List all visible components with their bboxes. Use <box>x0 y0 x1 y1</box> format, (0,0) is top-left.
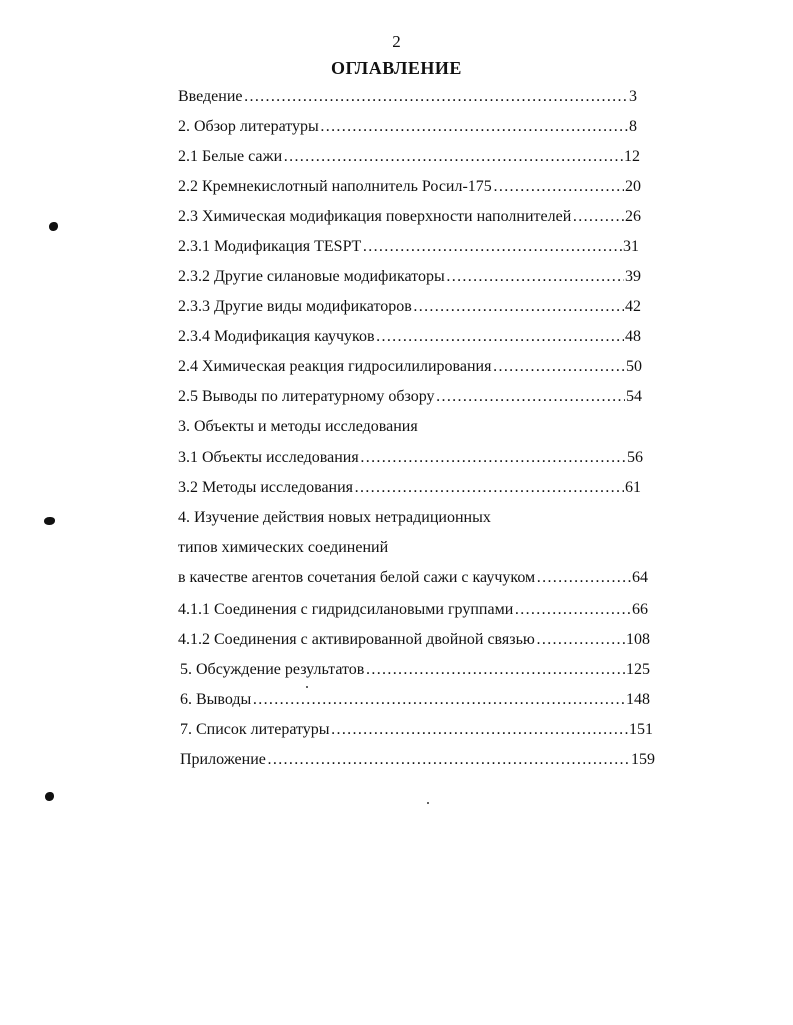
scan-artifact-dot <box>427 802 429 804</box>
toc-entry-leader <box>436 387 625 407</box>
toc-entry-title: 2.4 Химическая реакция гидросилилирования <box>178 358 492 375</box>
toc-entry-leader <box>267 750 630 770</box>
toc-entry-page: 42 <box>625 298 641 315</box>
toc-entry <box>178 478 641 498</box>
toc-entry-page: 54 <box>626 388 642 405</box>
toc-entry <box>178 600 648 620</box>
toc-entry-page: 148 <box>626 691 650 708</box>
page-number: 2 <box>392 32 401 51</box>
toc-entry-title: 4.1.1 Соединения с гидридсилановыми группами <box>178 601 514 618</box>
toc-entry-title: Приложение <box>180 751 266 768</box>
toc-entry-page: 31 <box>623 238 639 255</box>
toc-entry-leader <box>320 117 628 137</box>
toc-entry-title: 2.2 Кремнекислотный наполнитель Росил-175 <box>178 178 492 195</box>
toc-entry-title: 3.2 Методы исследования <box>178 479 354 496</box>
toc-entry-title: 2.3 Химическая модификация поверхности наполнителей <box>178 208 572 225</box>
toc-entry-title: 3. Объекты и методы исследования <box>178 418 418 435</box>
toc-entry-title: 7. Список литературы <box>180 721 330 738</box>
toc-entry-page: 125 <box>626 661 650 678</box>
toc-entry-leader <box>493 177 624 197</box>
toc-entry <box>178 357 642 377</box>
toc-entry <box>178 568 648 588</box>
toc-entry <box>178 177 641 197</box>
toc-entry-title: 4.1.2 Соединения с активированной двойной связью <box>178 631 535 648</box>
toc-entry-title: Введение <box>178 88 243 105</box>
toc-entry-leader <box>354 478 624 498</box>
toc-entry-title: 2.3.4 Модификация каучуков <box>178 328 375 345</box>
toc-entry-title: типов химических соединений <box>178 539 389 556</box>
toc-entry <box>178 237 639 257</box>
toc-entry-leader <box>244 87 629 107</box>
toc-entry-leader <box>413 297 624 317</box>
toc-entry-page: 61 <box>625 479 641 496</box>
toc-entry-title: 4. Изучение действия новых нетрадиционных <box>178 509 491 526</box>
scan-artifact-mark <box>45 792 54 801</box>
toc-entry-title: в качестве агентов сочетания белой сажи с каучуком <box>178 569 536 586</box>
toc-entry-page: 50 <box>626 358 642 375</box>
toc-entry <box>180 690 650 710</box>
toc-entry-page: 26 <box>625 208 641 225</box>
toc-entry-page: 12 <box>624 148 640 165</box>
toc-entry <box>178 387 642 407</box>
toc-entry-page: 66 <box>632 601 648 618</box>
toc-entry-page: 3 <box>629 88 637 105</box>
toc-entry <box>178 630 650 650</box>
toc-entry-leader <box>376 327 625 347</box>
toc-entry <box>178 147 640 167</box>
toc-entry-title: 2.5 Выводы по литературному обзору <box>178 388 435 405</box>
toc-entry <box>180 660 650 680</box>
toc-entry-page: 48 <box>625 328 641 345</box>
toc-entry <box>180 750 655 770</box>
toc-entry <box>178 448 643 468</box>
toc-entry <box>178 327 641 347</box>
toc-entry-title: 2.3.3 Другие виды модификаторов <box>178 298 412 315</box>
toc-entry-leader <box>331 720 628 740</box>
scan-artifact-mark <box>49 222 58 231</box>
toc-entry <box>178 267 641 287</box>
toc-entry-page: 64 <box>632 569 648 586</box>
toc-entry-leader <box>362 237 622 257</box>
toc-entry-leader <box>365 660 625 680</box>
toc-entry-title: 2.3.1 Модификация TESPT <box>178 238 362 255</box>
toc-entry <box>178 87 637 107</box>
toc-entry-leader <box>536 630 625 650</box>
toc-entry <box>178 207 641 227</box>
toc-entry-page: 20 <box>625 178 641 195</box>
toc-entry-page: 108 <box>626 631 650 648</box>
toc-entry <box>178 417 418 437</box>
scan-artifact-mark <box>44 517 55 525</box>
toc-entry-page: 39 <box>625 268 641 285</box>
toc-entry <box>178 117 637 137</box>
toc-entry-title: 5. Обсуждение результатов <box>180 661 365 678</box>
toc-entry-leader <box>492 357 625 377</box>
toc-entry-page: 8 <box>629 118 637 135</box>
toc-entry-page: 159 <box>631 751 655 768</box>
toc-entry-title: 2. Обзор литературы <box>178 118 319 135</box>
toc-entry-leader <box>283 147 623 167</box>
toc-entry-leader <box>446 267 624 287</box>
toc-entry-page: 56 <box>627 449 643 466</box>
scan-artifact-dot <box>306 686 308 688</box>
toc-entry-leader <box>514 600 631 620</box>
toc-entry-title: 3.1 Объекты исследования <box>178 449 359 466</box>
toc-entry <box>180 720 653 740</box>
page-title: ОГЛАВЛЕНИЕ <box>331 58 462 78</box>
toc-entry-leader <box>360 448 626 468</box>
toc-entry <box>178 538 388 558</box>
toc-entry-page: 151 <box>629 721 653 738</box>
toc-entry-title: 2.3.2 Другие силановые модификаторы <box>178 268 445 285</box>
toc-entry-title: 2.1 Белые сажи <box>178 148 283 165</box>
toc-entry <box>178 508 491 528</box>
toc-entry-title: 6. Выводы <box>180 691 252 708</box>
toc-entry-leader <box>252 690 625 710</box>
toc-entry-leader <box>572 207 624 227</box>
toc-entry-leader <box>536 568 631 588</box>
toc-entry <box>178 297 641 317</box>
